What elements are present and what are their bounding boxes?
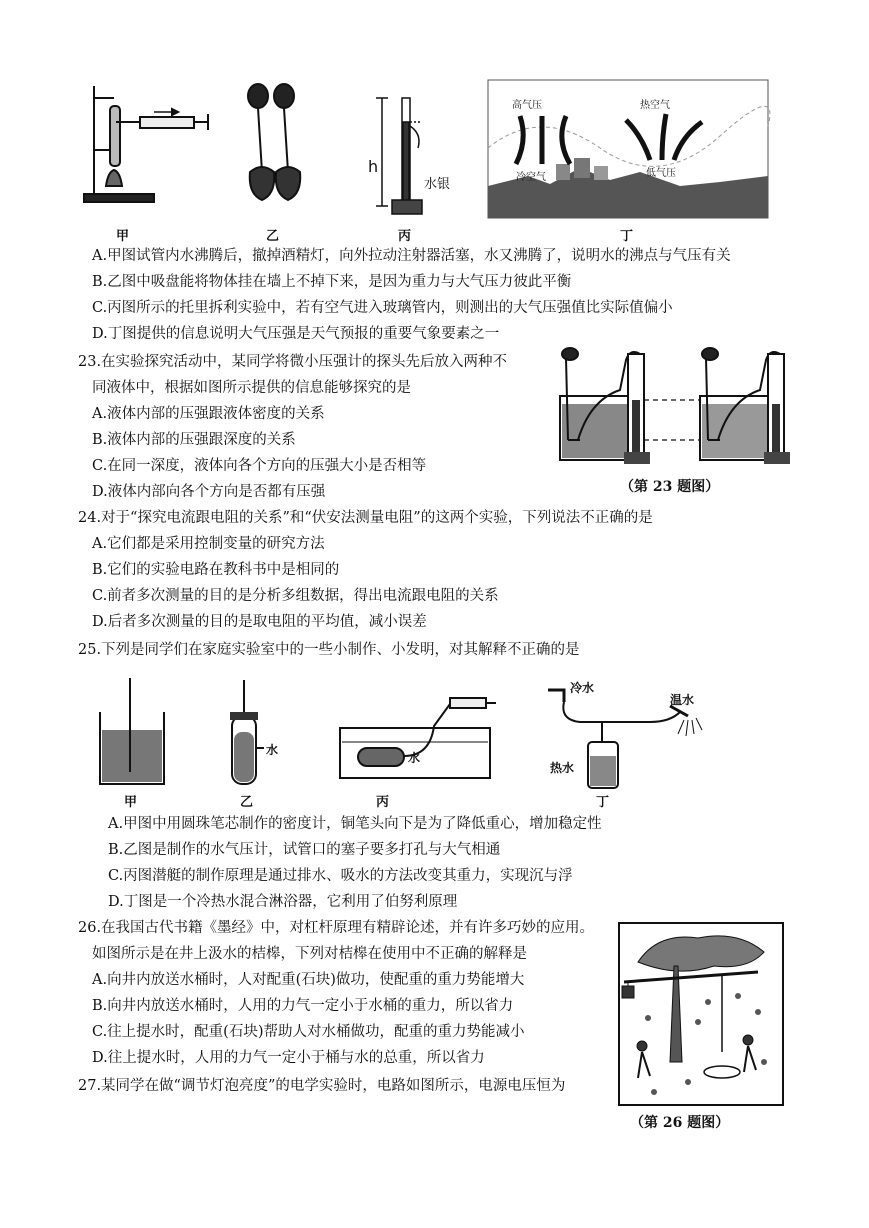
q23-caption: （第 23 题图） — [620, 479, 720, 495]
q26-option-c: C.往上提水时，配重(石块)帮助人对水桶做功，配重的重力势能减小 — [92, 1024, 525, 1040]
top-figure-strip — [80, 76, 790, 244]
fig-label-yi: 乙 — [266, 229, 280, 244]
q25-option-d: D.丁图是一个冷热水混合淋浴器，它利用了伯努利原理 — [108, 894, 458, 910]
q22-option-b: B.乙图中吸盘能将物体挂在墙上不掉下来，是因为重力与大气压力彼此平衡 — [92, 274, 572, 290]
q23-option-a: A.液体内部的压强跟液体密度的关系 — [92, 406, 325, 422]
low-pressure-label: 低气压 — [646, 168, 676, 179]
q27-stem: 27.某同学在做“调节灯泡亮度”的电学实验时，电路如图所示，电源电压恒为 — [78, 1078, 566, 1094]
q25-stem: 25.下列是同学们在家庭实验室中的一些小制作、小发明，对其解释不正确的是 — [78, 642, 580, 658]
q25-yi-water-label: 水 — [266, 743, 279, 757]
q25-cold-water-label: 冷水 — [570, 681, 595, 695]
q23-option-d: D.液体内部向各个方向是否都有压强 — [92, 484, 326, 500]
q22-option-a: A.甲图试管内水沸腾后，撤掉酒精灯，向外拉动注射器活塞，水又沸腾了，说明水的沸点与气压有关 — [92, 248, 731, 264]
q23-figure-pressure-gauges — [540, 340, 810, 470]
q26-option-b: B.向井内放送水桶时，人用的力气一定小于水桶的重力，所以省力 — [92, 998, 514, 1014]
q26-stem-1: 26.在我国古代书籍《墨经》中，对杠杆原理有精辟论述，并有许多巧妙的应用。 — [78, 920, 595, 936]
q23-stem-2: 同液体中，根据如图所示提供的信息能够探究的是 — [92, 380, 411, 396]
q23-option-c: C.在同一深度，液体向各个方向的压强大小是否相等 — [92, 458, 427, 474]
figure-yi-suction-cups — [248, 84, 300, 200]
q23-stem-1: 23.在实验探究活动中，某同学将微小压强计的探头先后放入两种不 — [78, 354, 508, 370]
q25-figure-strip — [90, 672, 710, 812]
q24-option-a: A.它们都是采用控制变量的研究方法 — [92, 536, 325, 552]
q24-option-d: D.后者多次测量的目的是取电阻的平均值，减小误差 — [92, 614, 427, 630]
hot-air-label: 热空气 — [640, 100, 670, 111]
fig-label-jia: 甲 — [116, 229, 130, 244]
q26-caption: （第 26 题图） — [630, 1115, 730, 1131]
q25-bing-water-label: 水 — [408, 751, 421, 765]
q23-option-b: B.液体内部的压强跟深度的关系 — [92, 432, 296, 448]
q25-hot-water-label: 热水 — [550, 761, 575, 775]
q22-option-d: D.丁图提供的信息说明大气压强是天气预报的重要气象要素之一 — [92, 326, 500, 342]
mercury-label: 水银 — [424, 177, 451, 192]
q26-option-a: A.向井内放送水桶时，人对配重(石块)做功，使配重的重力势能增大 — [92, 972, 525, 988]
q25-warm-water-label: 温水 — [670, 693, 695, 707]
fig-label-ding: 丁 — [620, 229, 634, 244]
fig-label-bing: 丙 — [398, 229, 412, 244]
q25-option-a: A.甲图中用圆珠笔芯制作的密度计，铜笔头向下是为了降低重心，增加稳定性 — [108, 816, 602, 832]
q26-figure-well-sweep — [618, 922, 784, 1106]
figure-bing-torricelli — [376, 98, 422, 214]
q25-option-b: B.乙图是制作的水气压计，试管口的塞子要多打孔与大气相通 — [108, 842, 501, 858]
q25-fig-label-bing: 丙 — [376, 795, 390, 810]
high-pressure-label: 高气压 — [512, 100, 542, 111]
cold-air-label: 冷空气 — [516, 172, 546, 183]
q25-fig-label-yi: 乙 — [240, 795, 254, 810]
q26-stem-2: 如图所示是在井上汲水的桔槔，下列对桔槔在使用中不正确的解释是 — [92, 946, 527, 962]
q25-fig-label-jia: 甲 — [124, 795, 138, 810]
q26-option-d: D.往上提水时，人用的力气一定小于桶与水的总重，所以省力 — [92, 1050, 485, 1066]
figure-jia-boiling-apparatus — [84, 86, 208, 202]
q24-option-c: C.前者多次测量的目的是分析多组数据，得出电流跟电阻的关系 — [92, 588, 499, 604]
q22-option-c: C.丙图所示的托里拆利实验中，若有空气进入玻璃管内，则测出的大气压强值比实际值偏小 — [92, 300, 673, 316]
q25-option-c: C.丙图潜艇的制作原理是通过排水、吸水的方法改变其重力，实现沉与浮 — [108, 868, 573, 884]
torricelli-h-label: h — [368, 157, 379, 176]
q24-stem: 24.对于“探究电流跟电阻的关系”和“伏安法测量电阻”的这两个实验，下列说法不正确的是 — [78, 510, 653, 526]
q25-fig-label-ding: 丁 — [596, 795, 610, 810]
q24-option-b: B.它们的实验电路在教科书中是相同的 — [92, 562, 340, 578]
